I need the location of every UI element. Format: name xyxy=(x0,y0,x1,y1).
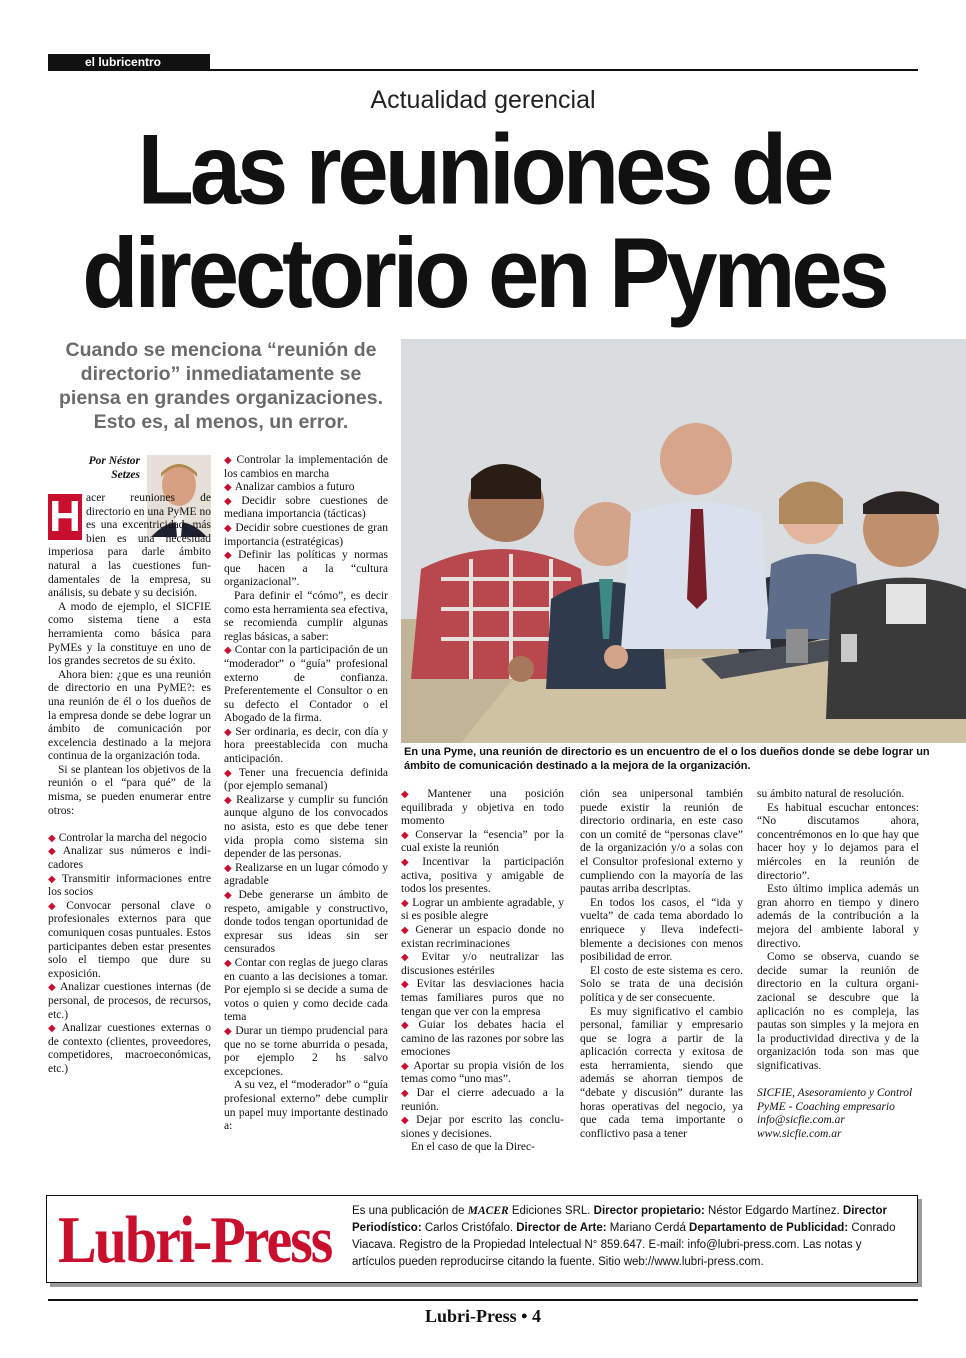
diamond-bullet-icon: ◆ xyxy=(401,1060,411,1072)
diamond-bullet-icon: ◆ xyxy=(48,846,60,858)
diamond-bullet-icon: ◆ xyxy=(224,1025,233,1037)
col1-bullet: ◆ Convocar personal clave o profesionales externos para que comuniquen cosas puntuales. Estos participantes deben estar presentes solo el tiempo que dure su exposición. xyxy=(48,899,211,980)
col1-p3: Ahora bien: ¿que es una reunión de directorio en una PyME?: es una reunión de él o los dueños de la empresa donde se debe lograr un ámbito de comunicación por excelencia destinado a la mejora continua de la organización toda. xyxy=(48,668,211,763)
col1-bullet: ◆ Analizar sus números e indicadores xyxy=(48,845,211,872)
col2-bullet: ◆ Ser ordinaria, es decir, con día y hora preestablecida con mucha anticipación. xyxy=(224,725,388,766)
col4-p2: En todos los casos, el “ida y vuelta” de cada tema abordado lo enriquece y lleva indefectiblemente a decisiones con menos posibilidad de error. xyxy=(580,896,743,964)
diamond-bullet-icon: ◆ xyxy=(224,495,239,507)
diamond-bullet-icon: ◆ xyxy=(401,1020,416,1032)
page-folio: Lubri-Press • 4 xyxy=(425,1306,541,1326)
column-5 xyxy=(757,788,919,1141)
diamond-bullet-icon: ◆ xyxy=(224,862,233,874)
col3-bullet: ◆ Dar el cierre adecuado a la reunión. xyxy=(401,1087,564,1113)
byline-line-1: Por Néstor xyxy=(88,455,140,467)
signature: SICFIE, Asesoramiento y Control PyME - Coaching empresario xyxy=(757,1087,913,1113)
diamond-bullet-icon: ◆ xyxy=(401,924,413,936)
col1-bullet: ◆ Controlar la marcha del negocio xyxy=(48,831,207,844)
col3-bullet: ◆ Dejar por escrito las conclusiones y decisiones. xyxy=(401,1114,564,1140)
col1-bullet: ◆ Transmitir informaciones entre los socios xyxy=(48,872,211,899)
col2-bullet: ◆ Controlar la implementación de los cambios en marcha xyxy=(224,454,388,480)
diamond-bullet-icon: ◆ xyxy=(224,767,236,779)
deck: Cuando se menciona “reunión de directorio” inmediatamente se piensa en grandes organizaciones. Esto es, al menos, un error. xyxy=(58,339,384,433)
col1-bullet: ◆ Analizar cuestiones internas (de personal, de procesos, de recursos, etc.) xyxy=(48,981,211,1021)
col4-p1: ción sea unipersonal también puede existir la reunión de directorio ordinaria, en este caso con un comité de “personas clave” de la organización y/o a solas con el Consultor profesional externo y cumpliendo con la mayoría de las pautas arriba descriptas. xyxy=(580,788,743,896)
diamond-bullet-icon: ◆ xyxy=(401,897,410,909)
col5-p2: Es habitual escuchar entonces: “No discutamos ahora, concentrémonos en lo que hay que hacer hoy y lo dejamos para el miércoles en la reunión de directorio”. xyxy=(757,801,919,882)
col2-bullet: ◆ Realizarse en un lugar cómodo y agradable xyxy=(224,861,388,888)
col3-bullet: ◆ Aportar su propia visión de los temas como “uno mas”. xyxy=(401,1059,564,1086)
col4-p3: El costo de este sistema es cero. Solo se trata de una decisión política y de ser consecuente. xyxy=(580,964,743,1004)
diamond-bullet-icon: ◆ xyxy=(224,726,233,738)
kicker: Actualidad gerencial xyxy=(370,86,596,114)
diamond-bullet-icon: ◆ xyxy=(48,873,59,885)
headline xyxy=(44,114,924,329)
col3-bullet: ◆ Evitar las desviaciones hacia temas familiares puros que no tengan que ver con la empresa xyxy=(401,978,564,1018)
col2-bullet: ◆ Decidir sobre cuestiones de gran importancia (estratégicas) xyxy=(224,521,388,548)
column-4 xyxy=(580,788,743,1141)
byline xyxy=(62,454,140,482)
col2-bullet: ◆ Durar un tiempo prudencial para que no se torne aburrida o pesada, por ejemplo 2 hs salvo excepciones. xyxy=(224,1024,388,1078)
diamond-bullet-icon: ◆ xyxy=(224,455,234,466)
col2-p1: Para definir el “cómo”, es decir como esta herramienta sea efectiva, se recomienda cumplir algunas reglas básicas, a saber: xyxy=(224,589,388,643)
photo-caption: En una Pyme, una reunión de directorio es un encuentro de el o los dueños donde se debe lograr un ámbito de comunicación destinado a la mejora de la organización. xyxy=(404,746,930,772)
col2-bullet: ◆ Decidir sobre cuestiones de mediana importancia (tácticas) xyxy=(224,494,388,521)
col3-bullet: ◆ Lograr un ambiente agradable, y si es posible alegre xyxy=(401,896,564,923)
top-rule xyxy=(48,69,918,71)
col2-bullet: ◆ Analizar cambios a futuro xyxy=(224,481,355,494)
diamond-bullet-icon: ◆ xyxy=(401,829,413,841)
diamond-bullet-icon: ◆ xyxy=(48,900,64,912)
meeting-illustration xyxy=(401,339,966,743)
diamond-bullet-icon: ◆ xyxy=(401,856,420,868)
column-1 xyxy=(48,492,211,1077)
col2-bullet: ◆ Tener una frecuencia definida (por ejemplo semanal) xyxy=(224,766,388,793)
headline-line-2: directorio en Pymes xyxy=(82,218,886,329)
bottom-rule xyxy=(48,1299,918,1301)
col3-bullet: ◆ Generar un espacio donde no existan recriminaciones xyxy=(401,923,564,950)
diamond-bullet-icon: ◆ xyxy=(48,1023,59,1035)
col5-p3: Esto último implica además un gran ahorro en tiempo y dinero además de la contribución a la mejora del ambiente laboral y directivo. xyxy=(757,883,919,950)
lubri-press-logo: Lubri-Press xyxy=(58,1202,332,1277)
diamond-bullet-icon: ◆ xyxy=(401,1088,414,1100)
diamond-bullet-icon: ◆ xyxy=(401,952,419,964)
col5-p4: Como se observa, cuando se decide sumar la reunión de directorio en la cultura organizacional se descubre que la aplicación no es compleja, las pautas son simples y la mejora en la productividad directiva y de la organización toda son mas que significativas. xyxy=(757,951,919,1072)
col2-bullet: ◆ Contar con reglas de juego claras en cuanto a las decisiones a tomar. Por ejemplo si se decide a suma de votos o quien y como decide cada tema xyxy=(224,956,388,1024)
col3-p1: En el caso de que la Direc- xyxy=(411,1141,535,1154)
diamond-bullet-icon: ◆ xyxy=(401,1115,414,1127)
col2-bullet: ◆ Definir las políticas y normas que hacen a la “cultura organizacional”. xyxy=(224,549,388,589)
col1-lead: acer reuniones de directorio en una PyME no es una excentricidad, más bien es una necesidad imperiosa para darle ámbito natural a las cuestiones fundamentales de la empresa, su análisis, su debate y su decisión. xyxy=(48,492,211,600)
diamond-bullet-icon: ◆ xyxy=(224,645,232,657)
diamond-bullet-icon: ◆ xyxy=(224,794,234,806)
col3-bullet: ◆ Guiar los debates hacia el camino de las razones por sobre las emociones xyxy=(401,1019,564,1059)
diamond-bullet-icon: ◆ xyxy=(224,522,233,534)
col2-bullet: ◆ Debe generarse un ámbito de respeto, amigable y constructivo, donde todos tengan oportunidad de expresar sus ideas sin ser censurados xyxy=(224,889,388,956)
column-3 xyxy=(401,788,564,1155)
col3-bullet: ◆ Incentivar la participación activa, positiva y amigable de todos los presentes. xyxy=(401,855,564,896)
col2-p2: A su vez, el “moderador” o “guía profesional externo” debe cumplir un papel muy importante destinado a: xyxy=(224,1079,388,1133)
col2-bullet: ◆ Realizarse y cumplir su función aunque alguno de los convocados no asista, esto es que debe tener vida propia como sistema sin depender de las personas. xyxy=(224,793,388,861)
diamond-bullet-icon: ◆ xyxy=(401,789,425,800)
section-tab: el lubricentro xyxy=(48,54,210,71)
diamond-bullet-icon: ◆ xyxy=(224,890,236,901)
col1-p2: A modo de ejemplo, el SICFIE como sistema tiene a esta herramienta como básica para PyMEs y la constituye en uno de los grandes secretos de su éxito. xyxy=(48,600,211,668)
col1-p4: Si se plantean los objetivos de la reunión o el “para qué” de la misma, se pueden enumerar entre otros: xyxy=(48,763,211,817)
col2-bullet: ◆ Contar con la participación de un “moderador” o “guía” profesional externo de confianza. Preferentemente el Consultor o en su defecto el Contador o el Abogado de la firma. xyxy=(224,644,388,725)
drop-cap: H xyxy=(49,492,81,541)
col1-bullet: ◆ Analizar cuestiones externas o de contexto (clientes, proveedores, competidores, macroeconómicas, etc.) xyxy=(48,1022,211,1075)
diamond-bullet-icon: ◆ xyxy=(224,957,232,969)
diamond-bullet-icon: ◆ xyxy=(224,550,236,562)
signature-website[interactable]: www.sicfie.com.ar xyxy=(757,1127,842,1140)
col3-bullet: ◆ Conservar la “esencia” por la cual existe la reunión xyxy=(401,828,564,855)
col3-bullet: ◆ Evitar y/o neutralizar las discusiones estériles xyxy=(401,951,564,977)
diamond-bullet-icon: ◆ xyxy=(224,482,232,494)
byline-line-2: Setzes xyxy=(111,469,140,481)
headline-line-1: Las reuniones de xyxy=(137,114,831,225)
col3-bullet: ◆ Mantener una posición equilibrada y objetiva en todo momento xyxy=(401,788,564,828)
macer-logo: MACER xyxy=(467,1205,509,1217)
col4-p4: Es muy significativo el cambio personal, familiar y empresario que se logra a partir de la aplicación correcta y exitosa de esta herramienta, siendo que además se ahorran tiempos de “debate y discusión” durante las horas operativas del negocio, ya que cada tema importante o conflictivo pasa a tener xyxy=(580,1005,743,1140)
signature-email[interactable]: info@sicfie.com.ar xyxy=(757,1114,845,1127)
diamond-bullet-icon: ◆ xyxy=(401,979,414,991)
diamond-bullet-icon: ◆ xyxy=(48,832,56,844)
col5-p1: su ámbito natural de resolución. xyxy=(757,788,905,800)
credits: Es una publicación de MACER Ediciones SRL. Director propietario: Néstor Edgardo Martínez. Director Periodístico: Carlos Cristófalo. Director de Arte: Mariano Cerdá Departamento de Publicidad: Conrado Viacava. Registro de la Propiedad Intelectual N° 859.647. E-mail: info@lubri-press.com. Las notas y artículos pueden reproducirse citando la fuente. Sitio web://www.lubri-press.com. xyxy=(352,1205,896,1268)
column-2 xyxy=(224,454,388,1134)
diamond-bullet-icon: ◆ xyxy=(48,982,57,994)
meeting-photo xyxy=(401,339,966,743)
